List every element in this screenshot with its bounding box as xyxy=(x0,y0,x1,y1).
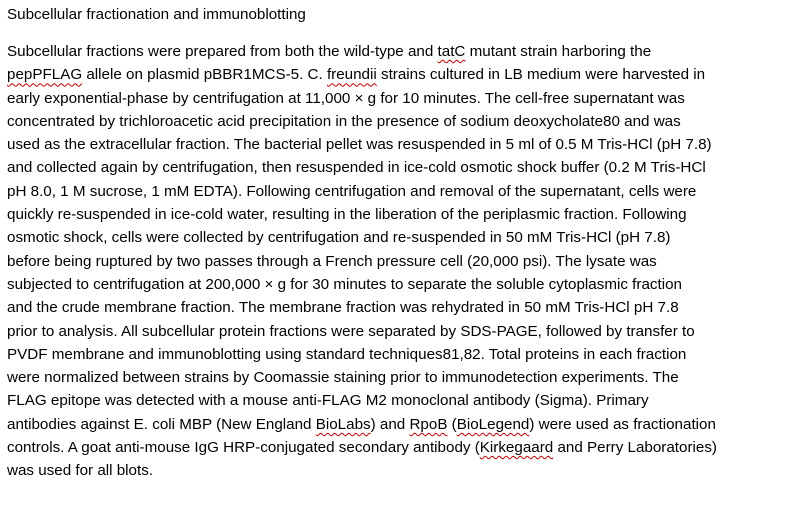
text-run: prior to analysis. All subcellular protein fractions were separated by SDS-PAGE, followed by transfer to xyxy=(7,322,695,340)
text-run: strains cultured in LB medium were harvested in xyxy=(376,66,706,84)
text-run: pH 8.0, 1 M sucrose, 1 mM EDTA). Following centrifugation and removal of the supernatant, cells were xyxy=(7,182,697,200)
text-run: ( xyxy=(447,415,457,433)
text-line xyxy=(7,203,717,226)
spelling-error-word: freundii xyxy=(326,66,377,84)
text-run: early exponential-phase by centrifugation at 11,000 × g for 10 minutes. The cell-free supernatant was xyxy=(7,89,685,107)
text-line xyxy=(7,366,717,389)
spelling-error-word: BioLabs xyxy=(315,415,371,433)
text-run: controls. A goat anti-mouse IgG HRP-conjugated secondary antibody ( xyxy=(7,439,480,457)
text-run: and the crude membrane fraction. The membrane fraction was rehydrated in 50 mM Tris-HCl pH 7.8 xyxy=(7,299,679,317)
text-line xyxy=(7,226,717,249)
text-line xyxy=(7,180,717,203)
body-paragraph xyxy=(7,40,717,483)
text-run: Subcellular fractions were prepared from both the wild-type and xyxy=(7,43,438,60)
text-run: subjected to centrifugation at 200,000 × g for 30 minutes to separate the soluble cytoplasmic fraction xyxy=(7,275,682,293)
text-line xyxy=(7,110,717,133)
text-run: ) were used as fractionation xyxy=(529,415,716,433)
text-run: ) and xyxy=(370,415,410,433)
text-run: mutant strain harboring the xyxy=(465,43,652,60)
text-run: used as the extracellular fraction. The bacterial pellet was resuspended in 5 ml of 0.5 M Tris-HCl (pH 7.8) xyxy=(7,136,712,154)
spelling-error-word: RpoB xyxy=(409,415,448,433)
text-run: and Perry Laboratories) xyxy=(553,439,717,457)
text-line xyxy=(7,273,717,296)
text-line xyxy=(7,87,717,110)
text-line xyxy=(7,389,717,412)
text-run: FLAG epitope was detected with a mouse anti-FLAG M2 monoclonal antibody (Sigma). Primary xyxy=(7,392,649,410)
text-run: was used for all blots. xyxy=(7,462,154,480)
text-line xyxy=(7,63,717,86)
text-run: before being ruptured by two passes through a French pressure cell (20,000 psi). The lysate was xyxy=(7,252,657,270)
text-line xyxy=(7,40,717,63)
text-line xyxy=(7,156,717,179)
text-run: and collected again by centrifugation, then resuspended in ice-cold osmotic shock buffer (0.2 M Tris-HCl xyxy=(7,159,706,177)
text-run: quickly re-suspended in ice-cold water, resulting in the liberation of the periplasmic fraction. Following xyxy=(7,206,687,224)
spelling-error-word: BioLegend xyxy=(456,415,530,433)
section-heading: Subcellular fractionation and immunoblotting xyxy=(7,6,306,23)
text-line xyxy=(7,320,717,343)
text-line xyxy=(7,343,717,366)
text-line xyxy=(7,296,717,319)
text-line xyxy=(7,413,717,436)
text-line xyxy=(7,250,717,273)
text-run: osmotic shock, cells were collected by centrifugation and re-suspended in 50 mM Tris-HCl (pH 7.8) xyxy=(7,229,671,247)
text-run: allele on plasmid pBBR1MCS-5. C. xyxy=(82,66,327,84)
text-run: antibodies against E. coli MBP (New England xyxy=(7,415,316,433)
text-line xyxy=(7,436,717,459)
text-line xyxy=(7,133,717,156)
text-run: PVDF membrane and immunoblotting using standard techniques81,82. Total proteins in each fraction xyxy=(7,345,687,363)
spelling-error-word: tatC xyxy=(437,43,466,60)
spelling-error-word: Kirkegaard xyxy=(479,439,554,457)
text-run: were normalized between strains by Coomassie staining prior to immunodetection experiments. The xyxy=(7,369,679,387)
text-run: concentrated by trichloroacetic acid precipitation in the presence of sodium deoxycholate80 and was xyxy=(7,112,681,130)
spelling-error-word: pepPFLAG xyxy=(7,66,83,84)
text-line xyxy=(7,459,717,482)
